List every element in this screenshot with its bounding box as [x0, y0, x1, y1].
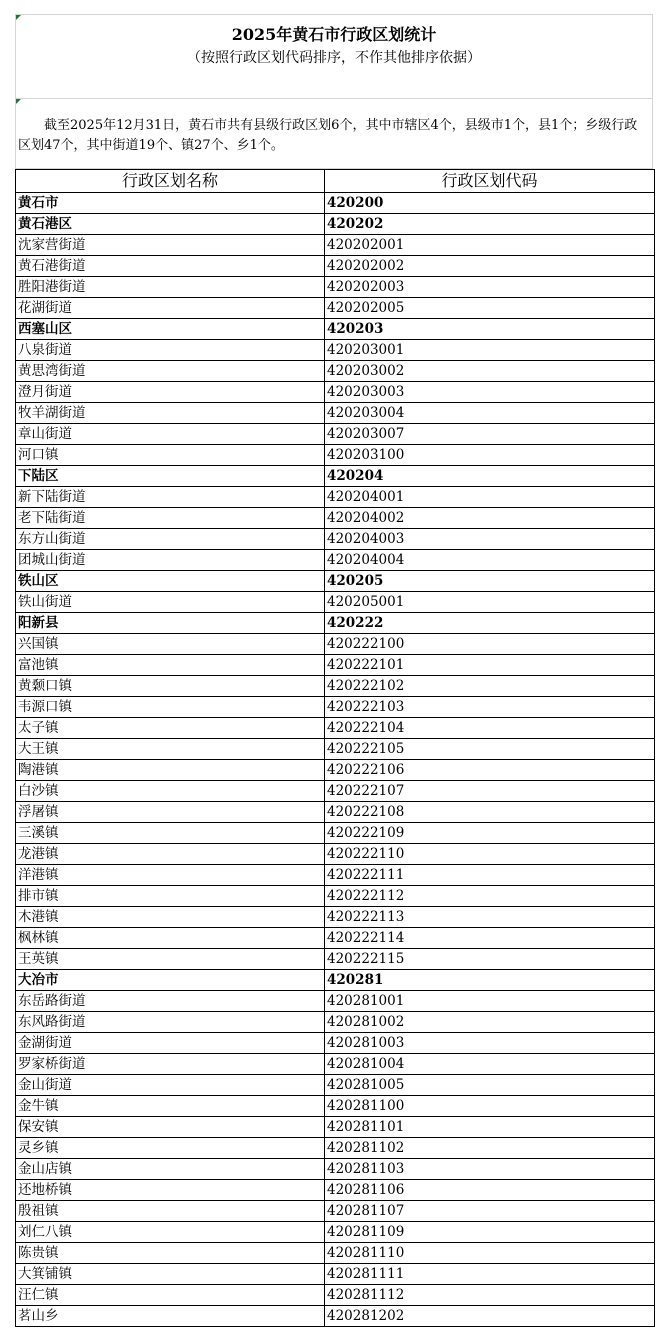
division-code-cell[interactable]: 420204 [325, 466, 655, 487]
table-row [16, 487, 655, 508]
division-name-cell[interactable]: 牧羊湖街道 [16, 403, 325, 424]
table-row [16, 634, 655, 655]
division-code-cell[interactable]: 420203007 [325, 424, 655, 445]
table-header-row [16, 170, 655, 193]
table-row [16, 1054, 655, 1075]
division-code-cell[interactable]: 420203004 [325, 403, 655, 424]
table-row [16, 571, 655, 592]
division-code-cell[interactable]: 420222102 [325, 676, 655, 697]
division-code-cell[interactable]: 420281110 [325, 1243, 655, 1264]
division-code-cell[interactable]: 420222110 [325, 844, 655, 865]
division-name-cell[interactable]: 大冶市 [16, 970, 325, 991]
division-code-cell[interactable]: 420281106 [325, 1180, 655, 1201]
table-row [16, 949, 655, 970]
division-name-cell[interactable]: 黄思湾街道 [16, 361, 325, 382]
table-row [16, 1180, 655, 1201]
division-code-cell[interactable]: 420205 [325, 571, 655, 592]
table-row [16, 739, 655, 760]
division-name-cell[interactable]: 陈贵镇 [16, 1243, 325, 1264]
division-code-cell[interactable]: 420222 [325, 613, 655, 634]
table-row [16, 802, 655, 823]
table-row [16, 403, 655, 424]
division-name-cell[interactable]: 金山街道 [16, 1075, 325, 1096]
division-code-cell[interactable]: 420281100 [325, 1096, 655, 1117]
table-row [16, 865, 655, 886]
division-name-cell[interactable]: 罗家桥街道 [16, 1054, 325, 1075]
table-row [16, 760, 655, 781]
division-code-cell[interactable]: 420281001 [325, 991, 655, 1012]
division-name-cell[interactable]: 黄石港街道 [16, 256, 325, 277]
division-code-cell[interactable]: 420281103 [325, 1159, 655, 1180]
table-row [16, 508, 655, 529]
division-name-cell[interactable]: 章山街道 [16, 424, 325, 445]
division-code-cell[interactable]: 420281202 [325, 1306, 655, 1327]
table-row [16, 1222, 655, 1243]
division-name-cell[interactable]: 铁山街道 [16, 592, 325, 613]
page-subtitle: （按照行政区划代码排序，不作其他排序依据） [187, 50, 481, 66]
division-name-cell[interactable]: 胜阳港街道 [16, 277, 325, 298]
division-name-cell[interactable]: 金牛镇 [16, 1096, 325, 1117]
division-name-cell[interactable]: 王英镇 [16, 949, 325, 970]
table-row [16, 1096, 655, 1117]
header-code[interactable]: 行政区划代码 [325, 170, 655, 193]
table-row [16, 1285, 655, 1306]
table-row [16, 886, 655, 907]
division-name-cell[interactable]: 富池镇 [16, 655, 325, 676]
division-name-cell[interactable]: 西塞山区 [16, 319, 325, 340]
division-code-cell[interactable]: 420222109 [325, 823, 655, 844]
division-code-cell[interactable]: 420205001 [325, 592, 655, 613]
division-name-cell[interactable]: 八泉街道 [16, 340, 325, 361]
division-code-cell[interactable]: 420281002 [325, 1012, 655, 1033]
division-code-cell[interactable]: 420222106 [325, 760, 655, 781]
table-row [16, 193, 655, 214]
division-name-cell[interactable]: 阳新县 [16, 613, 325, 634]
division-code-cell[interactable]: 420204003 [325, 529, 655, 550]
table-row [16, 655, 655, 676]
division-name-cell[interactable]: 东风路街道 [16, 1012, 325, 1033]
division-code-cell[interactable]: 420202003 [325, 277, 655, 298]
spreadsheet [15, 14, 653, 1327]
division-name-cell[interactable]: 金山店镇 [16, 1159, 325, 1180]
division-name-cell[interactable]: 黄石市 [16, 193, 325, 214]
division-name-cell[interactable]: 白沙镇 [16, 781, 325, 802]
division-name-cell[interactable]: 兴国镇 [16, 634, 325, 655]
table-row [16, 1201, 655, 1222]
division-code-cell[interactable]: 420222111 [325, 865, 655, 886]
table-row [16, 907, 655, 928]
division-code-cell[interactable]: 420203 [325, 319, 655, 340]
division-name-cell[interactable]: 茗山乡 [16, 1306, 325, 1327]
division-name-cell[interactable]: 殷祖镇 [16, 1201, 325, 1222]
table-row [16, 256, 655, 277]
division-code-cell[interactable]: 420281111 [325, 1264, 655, 1285]
table-row [16, 466, 655, 487]
header-name[interactable]: 行政区划名称 [16, 170, 325, 193]
division-name-cell[interactable]: 灵乡镇 [16, 1138, 325, 1159]
division-code-cell[interactable]: 420202005 [325, 298, 655, 319]
table-row [16, 214, 655, 235]
division-code-cell[interactable]: 420281102 [325, 1138, 655, 1159]
table-row [16, 613, 655, 634]
summary-note: 截至2025年12月31日，黄石市共有县级行政区划6个，其中市辖区4个，县级市1个，县1个；乡级行政区划47个，其中街道19个、镇27个、乡1个。 [18, 118, 638, 153]
table-row [16, 1012, 655, 1033]
table-row [16, 592, 655, 613]
division-code-cell[interactable]: 420281004 [325, 1054, 655, 1075]
division-name-cell[interactable]: 新下陆街道 [16, 487, 325, 508]
table-row [16, 718, 655, 739]
division-code-cell[interactable]: 420222114 [325, 928, 655, 949]
table-row [16, 445, 655, 466]
division-name-cell[interactable]: 三溪镇 [16, 823, 325, 844]
table-body [16, 193, 655, 1327]
division-name-cell[interactable]: 浮屠镇 [16, 802, 325, 823]
page-title: 2025年黄石市行政区划统计 [231, 25, 437, 44]
division-code-cell[interactable]: 420222107 [325, 781, 655, 802]
division-name-cell[interactable]: 保安镇 [16, 1117, 325, 1138]
division-name-cell[interactable]: 黄石港区 [16, 214, 325, 235]
table-row [16, 1264, 655, 1285]
division-name-cell[interactable]: 韦源口镇 [16, 697, 325, 718]
division-name-cell[interactable]: 汪仁镇 [16, 1285, 325, 1306]
division-code-cell[interactable]: 420202002 [325, 256, 655, 277]
division-name-cell[interactable]: 老下陆街道 [16, 508, 325, 529]
table-row [16, 550, 655, 571]
division-code-cell[interactable]: 420281005 [325, 1075, 655, 1096]
division-code-cell[interactable]: 420222112 [325, 886, 655, 907]
division-name-cell[interactable]: 刘仁八镇 [16, 1222, 325, 1243]
title-cell[interactable] [15, 14, 653, 98]
division-table [15, 169, 655, 1327]
division-name-cell[interactable]: 沈家营街道 [16, 235, 325, 256]
table-row [16, 529, 655, 550]
division-name-cell[interactable]: 大箕铺镇 [16, 1264, 325, 1285]
division-code-cell[interactable]: 420203100 [325, 445, 655, 466]
division-code-cell[interactable]: 420204002 [325, 508, 655, 529]
division-code-cell[interactable]: 420222105 [325, 739, 655, 760]
table-row [16, 676, 655, 697]
division-name-cell[interactable]: 龙港镇 [16, 844, 325, 865]
division-code-cell[interactable]: 420203002 [325, 361, 655, 382]
table-row [16, 1075, 655, 1096]
table-row [16, 298, 655, 319]
division-code-cell[interactable]: 420281101 [325, 1117, 655, 1138]
division-name-cell[interactable]: 黄颡口镇 [16, 676, 325, 697]
table-row [16, 928, 655, 949]
table-row [16, 1033, 655, 1054]
division-name-cell[interactable]: 澄月街道 [16, 382, 325, 403]
table-row [16, 424, 655, 445]
division-code-cell[interactable]: 420281107 [325, 1201, 655, 1222]
division-name-cell[interactable]: 金湖街道 [16, 1033, 325, 1054]
division-name-cell[interactable]: 枫林镇 [16, 928, 325, 949]
division-code-cell[interactable]: 420202001 [325, 235, 655, 256]
division-name-cell[interactable]: 排市镇 [16, 886, 325, 907]
table-row [16, 340, 655, 361]
division-code-cell[interactable]: 420204001 [325, 487, 655, 508]
division-code-cell[interactable]: 420222100 [325, 634, 655, 655]
division-code-cell[interactable]: 420222113 [325, 907, 655, 928]
division-code-cell[interactable]: 420222108 [325, 802, 655, 823]
table-row [16, 697, 655, 718]
division-name-cell[interactable]: 河口镇 [16, 445, 325, 466]
division-code-cell[interactable]: 420203001 [325, 340, 655, 361]
division-code-cell[interactable]: 420222115 [325, 949, 655, 970]
table-row [16, 235, 655, 256]
division-code-cell[interactable]: 420222101 [325, 655, 655, 676]
division-name-cell[interactable]: 东岳路街道 [16, 991, 325, 1012]
table-row [16, 1243, 655, 1264]
table-row [16, 361, 655, 382]
table-row [16, 991, 655, 1012]
division-code-cell[interactable]: 420204004 [325, 550, 655, 571]
table-row [16, 970, 655, 991]
division-name-cell[interactable]: 下陆区 [16, 466, 325, 487]
cell-comment-marker-icon [16, 15, 21, 20]
division-name-cell[interactable]: 洋港镇 [16, 865, 325, 886]
division-name-cell[interactable]: 木港镇 [16, 907, 325, 928]
division-code-cell[interactable]: 420203003 [325, 382, 655, 403]
division-code-cell[interactable]: 420202 [325, 214, 655, 235]
table-row [16, 1138, 655, 1159]
division-code-cell[interactable]: 420281 [325, 970, 655, 991]
table-row [16, 382, 655, 403]
division-code-cell[interactable]: 420200 [325, 193, 655, 214]
division-code-cell[interactable]: 420281109 [325, 1222, 655, 1243]
table-row [16, 844, 655, 865]
table-row [16, 781, 655, 802]
division-name-cell[interactable]: 太子镇 [16, 718, 325, 739]
division-code-cell[interactable]: 420222103 [325, 697, 655, 718]
division-name-cell[interactable]: 陶港镇 [16, 760, 325, 781]
division-code-cell[interactable]: 420281112 [325, 1285, 655, 1306]
division-code-cell[interactable]: 420222104 [325, 718, 655, 739]
table-row [16, 319, 655, 340]
note-cell[interactable] [15, 98, 653, 169]
cell-comment-marker-icon [16, 99, 21, 104]
division-name-cell[interactable]: 团城山街道 [16, 550, 325, 571]
division-name-cell[interactable]: 东方山街道 [16, 529, 325, 550]
table-row [16, 823, 655, 844]
table-row [16, 1117, 655, 1138]
table-row [16, 1159, 655, 1180]
division-name-cell[interactable]: 还地桥镇 [16, 1180, 325, 1201]
division-name-cell[interactable]: 铁山区 [16, 571, 325, 592]
table-row [16, 1306, 655, 1327]
division-name-cell[interactable]: 大王镇 [16, 739, 325, 760]
division-code-cell[interactable]: 420281003 [325, 1033, 655, 1054]
division-name-cell[interactable]: 花湖街道 [16, 298, 325, 319]
table-row [16, 277, 655, 298]
